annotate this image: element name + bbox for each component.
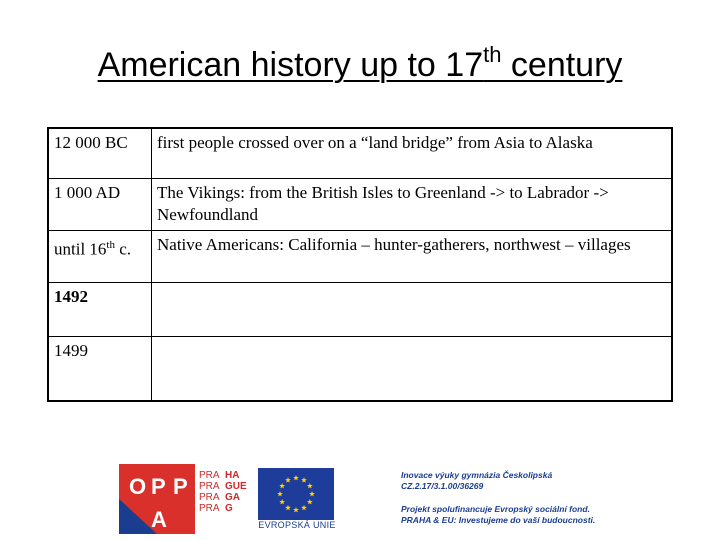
title-superscript: th	[483, 42, 502, 67]
table-row	[48, 337, 672, 402]
date-cell: until 16th c.	[48, 231, 152, 283]
slide-title	[0, 42, 720, 85]
date-cell: 1499	[48, 337, 152, 402]
svg-text:O: O	[129, 474, 147, 499]
event-cell: Native Americans: California – hunter-gatherers, northwest – villages	[152, 231, 673, 283]
praha-logo: PRA HA PRA GUE PRA GA PRA G	[199, 470, 247, 514]
table-row	[48, 231, 672, 283]
eu-flag-icon	[258, 468, 334, 520]
date-cell: 12 000 BC	[48, 128, 152, 179]
project-info: Inovace výuky gymnázia Českolipská CZ.2.17/3.1.00/36269 Projekt spolufinancuje Evropský sociální fond. PRAHA & EU: Investujeme do vaší budoucnosti.	[401, 470, 596, 525]
date-cell: 1492	[48, 283, 152, 337]
title-main: American history up to 17	[97, 46, 484, 84]
event-cell: first people crossed over on a “land bridge” from Asia to Alaska	[152, 128, 673, 179]
svg-text:A: A	[151, 507, 167, 532]
footer-logos	[0, 462, 720, 532]
table-row	[48, 283, 672, 337]
eu-label: EVROPSKÁ UNIE	[258, 520, 336, 530]
table-row	[48, 179, 672, 231]
table-row	[48, 128, 672, 179]
event-cell: The Vikings: from the British Isles to Greenland -> to Labrador -> Newfoundland	[152, 179, 673, 231]
svg-text:P: P	[173, 474, 188, 499]
event-cell	[152, 337, 673, 402]
svg-text:P: P	[151, 474, 166, 499]
history-table	[47, 127, 673, 402]
date-cell: 1 000 AD	[48, 179, 152, 231]
event-cell	[152, 283, 673, 337]
title-tail: century	[501, 46, 623, 84]
oppa-logo	[119, 464, 195, 534]
